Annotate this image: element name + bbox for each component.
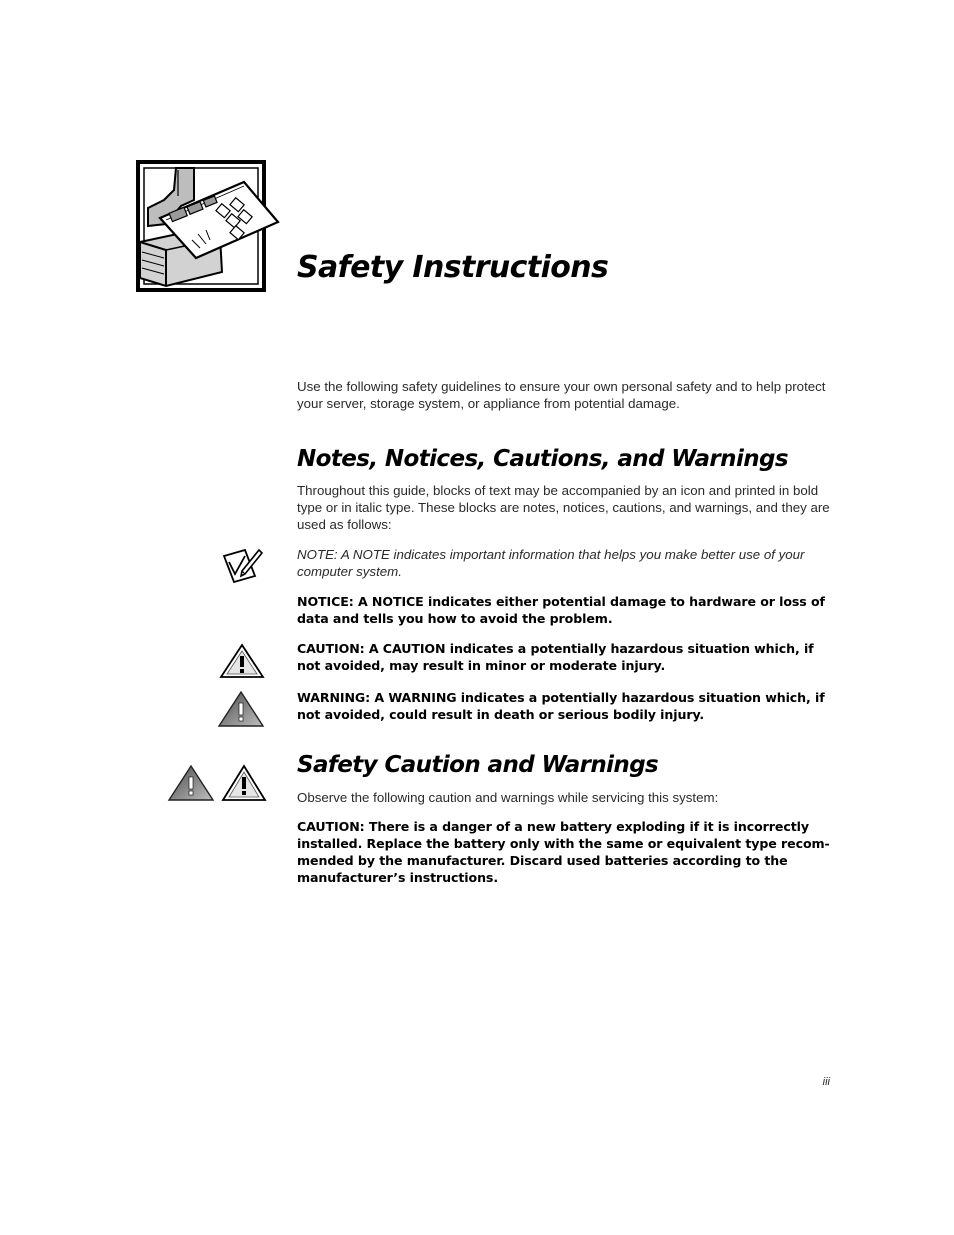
note-pencil-icon — [221, 546, 263, 586]
intro-paragraph: Use the following safety guidelines to ensure your own personal safety and to help protect your server, storage system, or appliance from potential damage. — [297, 379, 826, 411]
page-number: iii — [822, 1076, 830, 1088]
warning-block: WARNING: A WARNING indicates a potentially hazardous situation which, if not avoided, could result in death or serious bodily injury. — [297, 690, 825, 722]
chapter-illustration — [136, 160, 281, 292]
safety-paragraph: Observe the following caution and warnings while servicing this system: — [297, 790, 719, 805]
section-heading-notes: Notes, Notices, Cautions, and Warnings — [297, 446, 788, 472]
caution-triangle-icon — [219, 643, 265, 679]
notes-paragraph: Throughout this guide, blocks of text may be accompanied by an icon and printed in bold type or in italic type. These blocks are notes, notices, cautions, and warnings, and they are used as follows: — [297, 483, 830, 532]
note-block: NOTE: A NOTE indicates important information that helps you make better use of your computer system. — [297, 547, 805, 579]
section-heading-safety: Safety Caution and Warnings — [297, 752, 659, 778]
battery-caution-block: CAUTION: There is a danger of a new battery exploding if it is incorrectly installed. Replace the battery only with the same or equivalent type recom-mended by the manufacturer. Discard used batteries according to the manufacturer’s instructions. — [297, 819, 830, 885]
book-hand-icon — [136, 160, 281, 292]
notice-block: NOTICE: A NOTICE indicates either potential damage to hardware or loss of data and tells you how to avoid the problem. — [297, 594, 825, 626]
warning-triangle-icon — [217, 690, 265, 728]
caution-triangle-icon — [221, 764, 267, 802]
warning-triangle-icon — [167, 764, 215, 802]
page-title: Safety Instructions — [297, 250, 609, 285]
caution-block: CAUTION: A CAUTION indicates a potentially hazardous situation which, if not avoided, may result in minor or moderate injury. — [297, 641, 814, 673]
